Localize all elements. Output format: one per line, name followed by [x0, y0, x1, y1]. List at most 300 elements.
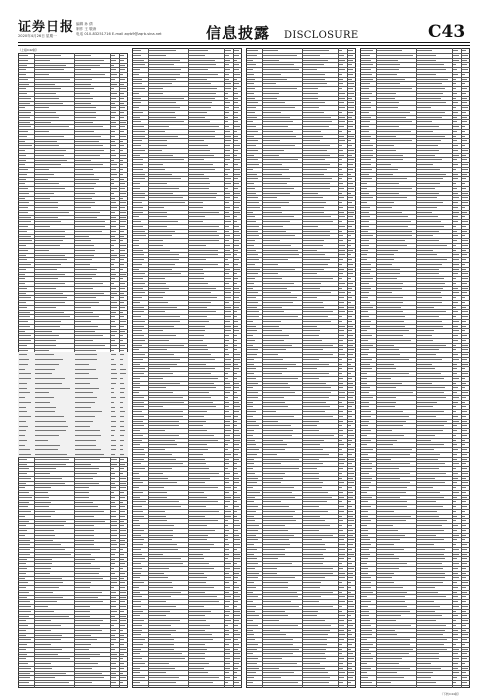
cell-text-mark	[361, 311, 368, 312]
cell-text-mark	[225, 93, 228, 94]
cell-text-mark	[263, 364, 296, 365]
cell-text-mark	[462, 444, 465, 445]
cell-text-mark	[417, 611, 435, 612]
cell-text-mark	[19, 174, 27, 175]
cell-text-mark	[35, 511, 55, 512]
cell-text-mark	[263, 668, 279, 669]
cell-text-mark	[361, 558, 368, 559]
cell-text-mark	[348, 278, 351, 279]
cell-text-mark	[120, 145, 124, 146]
cell-text-mark	[247, 492, 260, 493]
cell-text-mark	[19, 568, 27, 569]
cell-text-mark	[361, 364, 370, 365]
cell-text-mark	[417, 568, 443, 569]
cell-text-mark	[453, 50, 458, 51]
cell-text-mark	[247, 359, 254, 360]
cell-text-mark	[120, 473, 123, 474]
cell-text-mark	[234, 259, 239, 260]
cell-text-mark	[189, 392, 209, 393]
cell-text-mark	[462, 221, 468, 222]
cell-text-mark	[120, 568, 123, 569]
cell-text-mark	[149, 368, 170, 369]
cell-text-mark	[377, 387, 396, 388]
cell-text-mark	[348, 373, 351, 374]
cell-text-mark	[377, 55, 413, 56]
cell-text-mark	[417, 653, 439, 654]
cell-text-mark	[149, 492, 167, 493]
cell-text-mark	[417, 539, 444, 540]
cell-text-mark	[462, 69, 468, 70]
cell-text-mark	[111, 616, 115, 617]
cell-text-mark	[35, 402, 50, 403]
cell-text-mark	[377, 587, 403, 588]
cell-text-mark	[111, 84, 117, 85]
cell-text-mark	[462, 587, 466, 588]
cell-text-mark	[111, 663, 116, 664]
cell-text-mark	[303, 459, 319, 460]
cell-text-mark	[247, 677, 254, 678]
cell-text-mark	[453, 487, 456, 488]
cell-text-mark	[75, 582, 91, 583]
cell-text-mark	[453, 501, 456, 502]
cell-text-mark	[111, 578, 117, 579]
cell-text-mark	[263, 649, 299, 650]
cell-text-mark	[247, 397, 258, 398]
cell-text-mark	[75, 250, 95, 251]
cell-text-mark	[111, 540, 116, 541]
cell-text-mark	[361, 473, 369, 474]
cell-text-mark	[189, 492, 204, 493]
cell-text-mark	[303, 292, 331, 293]
cell-text-mark	[462, 582, 468, 583]
cell-text-mark	[120, 198, 123, 199]
cell-text-mark	[247, 197, 258, 198]
cell-text-mark	[75, 79, 92, 80]
cell-text-mark	[339, 672, 345, 673]
cell-text-mark	[263, 658, 282, 659]
cell-text-mark	[263, 55, 297, 56]
cell-text-mark	[234, 83, 239, 84]
cell-text-mark	[377, 473, 410, 474]
cell-text-mark	[263, 449, 285, 450]
cell-text-mark	[234, 140, 238, 141]
cell-text-mark	[149, 212, 167, 213]
cell-text-mark	[417, 311, 446, 312]
cell-text-mark	[361, 444, 367, 445]
cell-text-mark	[303, 582, 321, 583]
cell-text-mark	[234, 183, 239, 184]
cell-text-mark	[348, 83, 354, 84]
cell-text-mark	[417, 383, 432, 384]
cell-text-mark	[35, 145, 59, 146]
cell-text-mark	[75, 193, 95, 194]
cell-text-mark	[361, 463, 372, 464]
cell-text-mark	[234, 354, 240, 355]
cell-text-mark	[225, 74, 229, 75]
cell-text-mark	[303, 145, 330, 146]
cell-text-mark	[339, 345, 343, 346]
cell-text-mark	[133, 682, 140, 683]
cell-text-mark	[189, 644, 205, 645]
cell-text-mark	[263, 634, 286, 635]
cell-text-mark	[377, 359, 409, 360]
cell-text-mark	[263, 297, 297, 298]
cell-text-mark	[361, 416, 371, 417]
cell-text-mark	[19, 525, 26, 526]
cell-text-mark	[361, 278, 373, 279]
cell-text-mark	[111, 312, 116, 313]
cell-text-mark	[75, 378, 98, 379]
cell-text-mark	[417, 577, 445, 578]
cell-text-mark	[303, 511, 328, 512]
cell-text-mark	[133, 530, 144, 531]
cell-text-mark	[149, 283, 166, 284]
cell-text-mark	[361, 601, 371, 602]
cell-text-mark	[462, 463, 466, 464]
cell-text-mark	[234, 98, 238, 99]
cell-text-mark	[348, 60, 353, 61]
cell-text-mark	[35, 639, 61, 640]
cell-text-mark	[149, 197, 183, 198]
cell-text-mark	[247, 611, 255, 612]
cell-text-mark	[149, 449, 165, 450]
cell-text-mark	[377, 321, 404, 322]
cell-text-mark	[19, 373, 31, 374]
cell-text-mark	[453, 88, 456, 89]
cell-text-mark	[234, 530, 238, 531]
cell-text-mark	[462, 107, 468, 108]
cell-text-mark	[234, 468, 237, 469]
cell-text-mark	[19, 397, 25, 398]
cell-text-mark	[263, 392, 295, 393]
cell-text-mark	[247, 297, 256, 298]
cell-text-mark	[225, 682, 228, 683]
cell-text-mark	[189, 573, 204, 574]
cell-text-mark	[35, 240, 63, 241]
cell-text-mark	[263, 653, 293, 654]
cell-text-mark	[225, 64, 229, 65]
cell-text-mark	[120, 331, 125, 332]
cell-text-mark	[189, 155, 214, 156]
cell-text-mark	[189, 463, 206, 464]
cell-text-mark	[348, 601, 353, 602]
cell-text-mark	[234, 297, 239, 298]
cell-text-mark	[133, 264, 142, 265]
cell-text-mark	[225, 449, 228, 450]
cell-text-mark	[120, 359, 123, 360]
cell-text-mark	[339, 197, 344, 198]
cell-text-mark	[417, 316, 439, 317]
cell-text-mark	[19, 459, 27, 460]
cell-text-mark	[234, 611, 240, 612]
cell-text-mark	[453, 316, 456, 317]
cell-text-mark	[303, 136, 323, 137]
cell-text-mark	[339, 473, 342, 474]
cell-text-mark	[149, 112, 175, 113]
cell-text-mark	[263, 468, 299, 469]
cell-text-mark	[149, 269, 172, 270]
cell-text-mark	[234, 131, 237, 132]
cell-text-mark	[111, 321, 115, 322]
cell-text-mark	[234, 311, 237, 312]
cell-text-mark	[303, 102, 325, 103]
cell-text-mark	[339, 83, 343, 84]
cell-text-mark	[189, 416, 204, 417]
cell-text-mark	[377, 430, 392, 431]
cell-text-mark	[417, 269, 439, 270]
cell-text-mark	[35, 378, 65, 379]
cell-text-mark	[133, 630, 142, 631]
cell-text-mark	[189, 402, 213, 403]
cell-text-mark	[35, 65, 66, 66]
cell-text-mark	[133, 326, 144, 327]
cell-text-mark	[120, 435, 124, 436]
cell-text-mark	[453, 74, 458, 75]
cell-text-mark	[75, 354, 97, 355]
cell-text-mark	[453, 174, 458, 175]
cell-text-mark	[75, 245, 94, 246]
cell-text-mark	[339, 297, 344, 298]
cell-text-mark	[35, 221, 61, 222]
cell-text-mark	[133, 254, 144, 255]
cell-text-mark	[189, 311, 216, 312]
cell-text-mark	[377, 164, 391, 165]
cell-text-mark	[462, 611, 466, 612]
cell-text-mark	[189, 672, 208, 673]
cell-text-mark	[263, 212, 282, 213]
cell-text-mark	[234, 264, 238, 265]
cell-text-mark	[462, 649, 468, 650]
cell-text-mark	[263, 383, 288, 384]
cell-text-mark	[75, 84, 91, 85]
cell-text-mark	[133, 321, 145, 322]
cell-text-mark	[35, 411, 55, 412]
cell-text-mark	[303, 174, 324, 175]
cell-text-mark	[417, 473, 446, 474]
cell-text-mark	[462, 492, 466, 493]
cell-text-mark	[348, 620, 352, 621]
cell-text-mark	[303, 131, 321, 132]
cell-text-mark	[339, 582, 342, 583]
cell-text-mark	[120, 369, 126, 370]
cell-text-mark	[133, 354, 145, 355]
cell-text-mark	[462, 482, 468, 483]
cell-text-mark	[234, 64, 239, 65]
cell-text-mark	[303, 535, 333, 536]
cell-text-mark	[247, 354, 257, 355]
cell-text-mark	[377, 297, 403, 298]
cell-text-mark	[149, 539, 172, 540]
cell-text-mark	[303, 64, 324, 65]
cell-text-mark	[462, 682, 467, 683]
cell-text-mark	[120, 407, 123, 408]
cell-text-mark	[133, 259, 144, 260]
cell-text-mark	[234, 402, 239, 403]
cell-text-mark	[35, 245, 60, 246]
cell-text-mark	[348, 596, 354, 597]
cell-text-mark	[303, 254, 325, 255]
cell-text-mark	[75, 478, 93, 479]
cell-text-mark	[263, 340, 284, 341]
cell-text-mark	[462, 326, 466, 327]
cell-text-mark	[35, 549, 65, 550]
cell-text-mark	[149, 615, 166, 616]
cell-text-mark	[263, 630, 280, 631]
cell-text-mark	[453, 611, 456, 612]
cell-text-mark	[149, 69, 181, 70]
cell-text-mark	[133, 421, 143, 422]
cell-text-mark	[417, 563, 442, 564]
cell-text-mark	[462, 212, 467, 213]
cell-text-mark	[149, 406, 163, 407]
cell-text-mark	[189, 634, 212, 635]
cell-text-mark	[303, 435, 334, 436]
cell-text-mark	[111, 269, 115, 270]
cell-text-mark	[377, 582, 394, 583]
cell-text-mark	[339, 625, 344, 626]
cell-text-mark	[453, 682, 456, 683]
cell-text-mark	[377, 264, 392, 265]
cell-text-mark	[247, 349, 258, 350]
cell-text-mark	[234, 430, 239, 431]
cell-text-mark	[417, 525, 442, 526]
cell-text-mark	[377, 634, 397, 635]
cell-text-mark	[348, 520, 354, 521]
cell-text-mark	[453, 235, 458, 236]
cell-text-mark	[75, 236, 89, 237]
cell-text-mark	[149, 140, 167, 141]
cell-text-mark	[133, 335, 144, 336]
cell-text-mark	[339, 558, 344, 559]
cell-text-mark	[19, 312, 30, 313]
cell-text-mark	[111, 606, 116, 607]
cell-text-mark	[133, 516, 144, 517]
cell-text-mark	[361, 188, 367, 189]
cell-text-mark	[263, 264, 278, 265]
cell-text-mark	[303, 216, 331, 217]
cell-text-mark	[453, 387, 458, 388]
cell-text-mark	[263, 425, 291, 426]
cell-text-mark	[417, 136, 445, 137]
cell-text-mark	[361, 74, 372, 75]
cell-text-mark	[133, 487, 139, 488]
cell-text-mark	[348, 554, 354, 555]
cell-text-mark	[35, 141, 57, 142]
cell-text-mark	[225, 288, 231, 289]
cell-text-mark	[133, 592, 140, 593]
cell-text-mark	[348, 64, 352, 65]
cell-text-mark	[361, 368, 372, 369]
cell-text-mark	[462, 454, 467, 455]
cell-text-mark	[111, 673, 116, 674]
cell-text-mark	[75, 616, 90, 617]
cell-text-mark	[234, 364, 238, 365]
cell-text-mark	[225, 430, 231, 431]
cell-text-mark	[247, 269, 260, 270]
cell-text-mark	[189, 145, 208, 146]
cell-text-mark	[339, 112, 342, 113]
cell-text-mark	[348, 207, 354, 208]
cell-text-mark	[133, 278, 143, 279]
cell-text-mark	[133, 74, 139, 75]
cell-text-mark	[263, 102, 285, 103]
cell-text-mark	[263, 582, 288, 583]
cell-text-mark	[462, 321, 466, 322]
cell-text-mark	[189, 183, 210, 184]
cell-text-mark	[225, 207, 230, 208]
cell-text-mark	[133, 245, 139, 246]
cell-text-mark	[35, 497, 49, 498]
cell-text-mark	[19, 625, 28, 626]
cell-text-mark	[19, 630, 26, 631]
cell-text-mark	[339, 117, 345, 118]
cell-text-mark	[111, 126, 116, 127]
cell-text-mark	[189, 387, 216, 388]
cell-text-mark	[189, 368, 215, 369]
cell-text-mark	[120, 378, 123, 379]
cell-text-mark	[149, 259, 179, 260]
cell-text-mark	[75, 473, 97, 474]
cell-text-mark	[348, 188, 354, 189]
cell-text-mark	[303, 577, 325, 578]
cell-text-mark	[361, 345, 373, 346]
cell-text-mark	[189, 592, 205, 593]
cell-text-mark	[339, 615, 345, 616]
cell-text-mark	[189, 245, 206, 246]
cell-text-mark	[225, 653, 230, 654]
cell-text-mark	[234, 639, 238, 640]
cell-text-mark	[149, 625, 171, 626]
cell-text-mark	[111, 373, 117, 374]
cell-text-mark	[111, 483, 115, 484]
cell-text-mark	[225, 340, 229, 341]
cell-text-mark	[348, 292, 351, 293]
cell-text-mark	[377, 383, 402, 384]
cell-text-mark	[348, 321, 352, 322]
cell-text-mark	[377, 416, 409, 417]
cell-text-mark	[377, 354, 400, 355]
section-title-en: DISCLOSURE	[284, 30, 359, 41]
cell-text-mark	[462, 625, 466, 626]
cell-text-mark	[417, 397, 446, 398]
cell-text-mark	[133, 506, 142, 507]
cell-text-mark	[149, 117, 176, 118]
cell-text-mark	[348, 468, 353, 469]
cell-text-mark	[225, 245, 230, 246]
cell-text-mark	[234, 307, 239, 308]
cell-text-mark	[377, 620, 396, 621]
cell-text-mark	[417, 98, 441, 99]
cell-text-mark	[189, 606, 204, 607]
cell-text-mark	[247, 644, 258, 645]
table-column-2	[132, 48, 242, 688]
cell-text-mark	[303, 658, 326, 659]
cell-text-mark	[35, 169, 49, 170]
cell-text-mark	[263, 283, 294, 284]
cell-text-mark	[120, 464, 125, 465]
cell-text-mark	[35, 354, 54, 355]
cell-text-mark	[133, 150, 145, 151]
cell-text-mark	[225, 525, 228, 526]
cell-text-mark	[19, 288, 27, 289]
cell-text-mark	[462, 98, 467, 99]
cell-text-mark	[149, 169, 165, 170]
cell-text-mark	[377, 207, 392, 208]
cell-text-mark	[462, 601, 466, 602]
cell-text-mark	[263, 60, 279, 61]
cell-text-mark	[453, 530, 457, 531]
cell-text-mark	[247, 150, 258, 151]
